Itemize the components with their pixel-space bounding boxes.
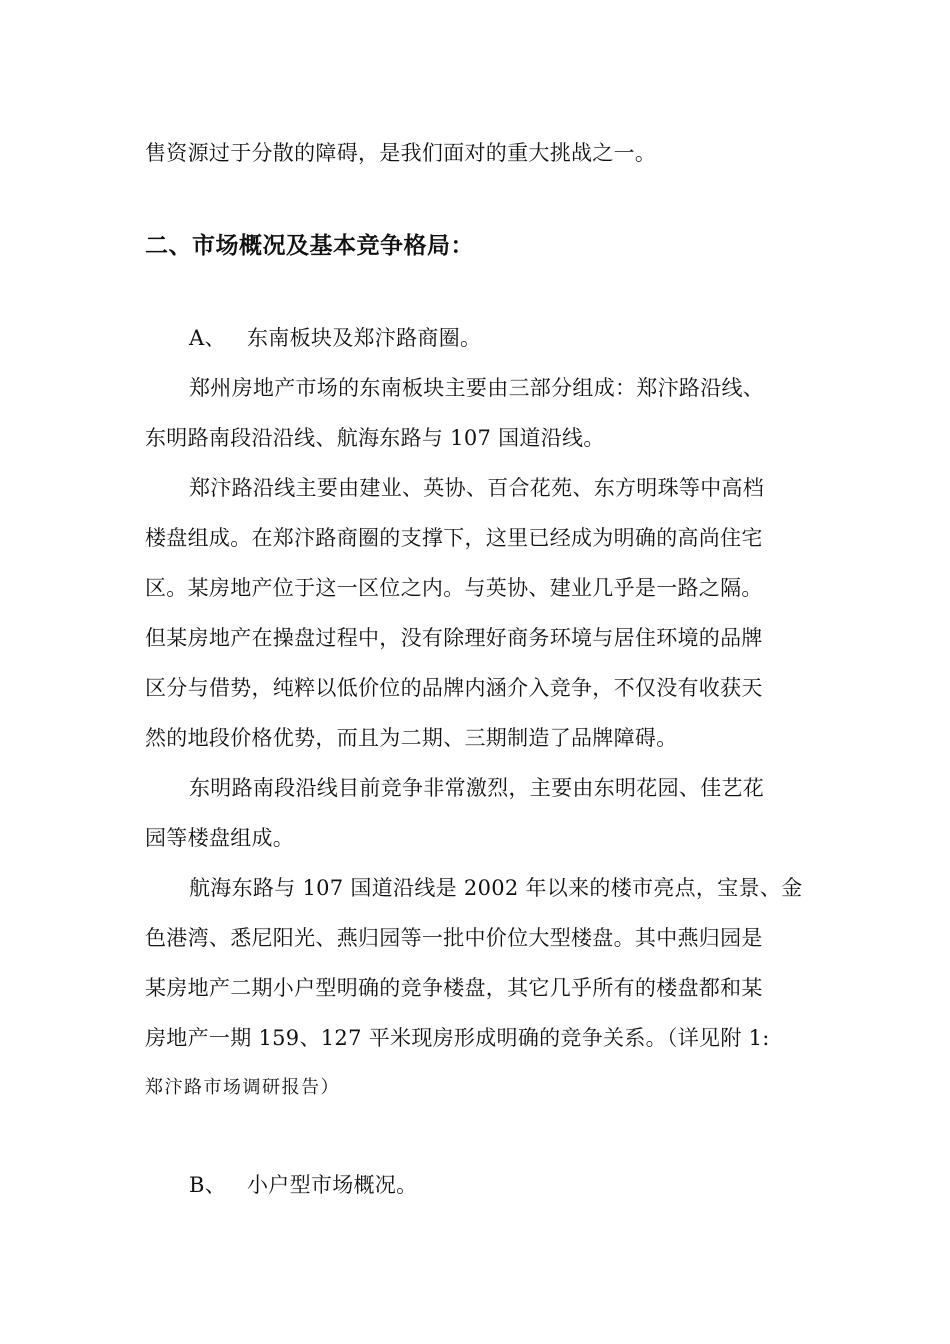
intro-tail-line: 售资源过于分散的障碍，是我们面对的重大挑战之一。: [145, 141, 657, 165]
paragraph-line: 色港湾、悉尼阳光、燕归园等一批中价位大型楼盘。其中燕归园是: [145, 926, 763, 950]
subsection-b-heading: [189, 1170, 810, 1200]
paragraph-line: 但某房地产在操盘过程中，没有除理好商务环境与居住环境的品牌: [145, 626, 763, 650]
paragraph-line: 郑汴路沿线主要由建业、英协、百合花苑、东方明珠等中高档: [189, 476, 765, 500]
paragraph-line: 郑汴路市场调研报告）: [145, 1077, 340, 1098]
paragraph-line: 园等楼盘组成。: [145, 826, 295, 850]
paragraph-line: 楼盘组成。在郑汴路商圈的支撑下，这里已经成为明确的高尚住宅: [145, 526, 763, 550]
paragraph-line: 房地产一期 159、127 平米现房形成明确的竞争关系。（详见附 1:: [145, 1026, 770, 1050]
section-heading: 二、市场概况及基本竞争格局：: [145, 233, 474, 259]
paragraph-line: 某房地产二期小户型明确的竞争楼盘，其它几乎所有的楼盘都和某: [145, 976, 763, 1000]
subsection-a-heading: [189, 323, 810, 353]
paragraph-line: 区。某房地产位于这一区位之内。与英协、建业几乎是一路之隔。: [145, 576, 763, 600]
subsection-b-title: 小户型市场概况。: [247, 1173, 418, 1197]
paragraph-line: 区分与借势，纯粹以低价位的品牌内涵介入竞争，不仅没有收获天: [145, 676, 763, 700]
subsection-a-title: 东南板块及郑汴路商圈。: [247, 326, 482, 350]
subsection-a-marker: A、: [189, 326, 226, 350]
paragraph-line: 郑州房地产市场的东南板块主要由三部分组成：郑汴路沿线、: [189, 376, 765, 400]
subsection-b-marker: B、: [189, 1173, 227, 1197]
paragraph-line: 然的地段价格优势，而且为二期、三期制造了品牌障碍。: [145, 726, 678, 750]
paragraph-line: 东明路南段沿沿线、航海东路与 107 国道沿线。: [145, 426, 605, 450]
paragraph-line: 航海东路与 107 国道沿线是 2002 年以来的楼市亮点，宝景、金: [189, 876, 803, 900]
paragraph-line: 东明路南段沿线目前竞争非常激烈，主要由东明花园、佳艺花: [189, 776, 765, 800]
